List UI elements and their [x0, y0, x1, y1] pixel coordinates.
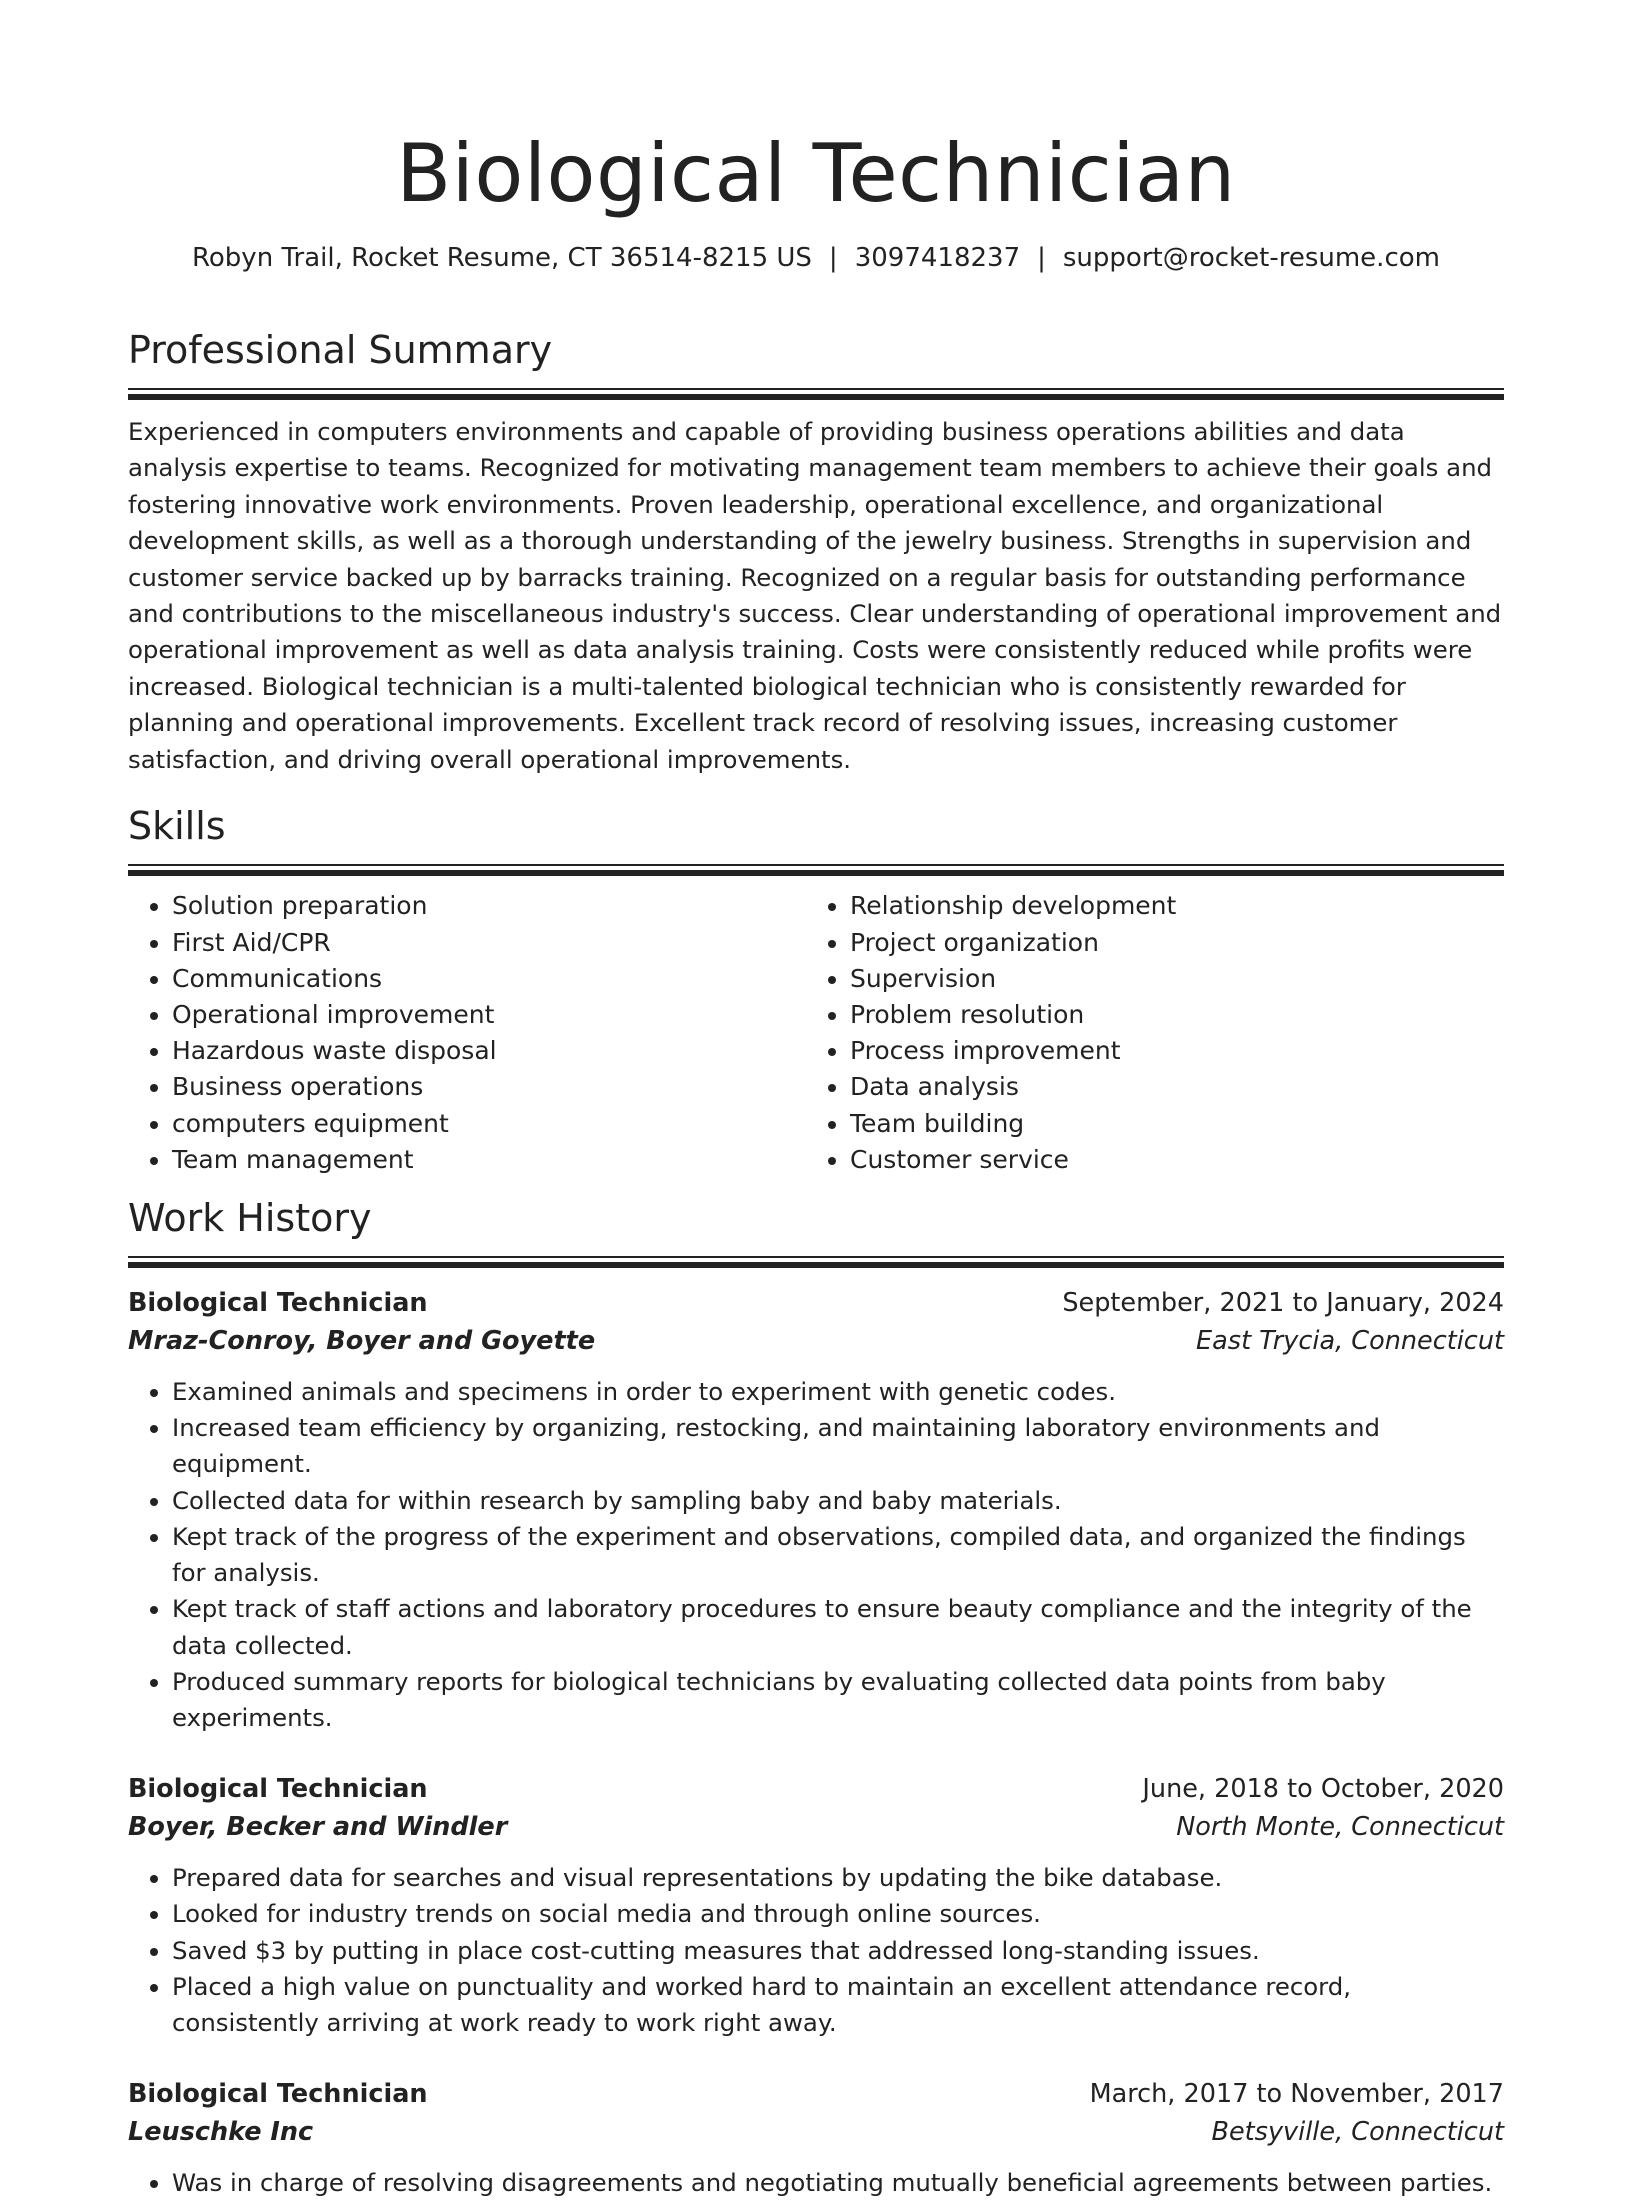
job-dates: March, 2017 to November, 2017 — [1089, 2079, 1504, 2110]
job-company: Boyer, Becker and Windler — [128, 1812, 508, 1843]
job-entry — [128, 1770, 1504, 2041]
section-heading-summary: Professional Summary — [128, 328, 553, 372]
skill-item: • Supervision — [850, 961, 1484, 997]
job-company-row — [128, 1322, 1504, 1360]
contact-line — [128, 240, 1504, 276]
job-bullet: • Collected data for within research by sampling baby and baby materials. — [172, 1483, 1504, 1519]
job-bullet: • Looked for industry trends on social media and through online sources. — [172, 1896, 1504, 1932]
skill-item: • Project organization — [850, 925, 1484, 961]
job-bullets — [128, 1860, 1504, 2041]
job-location: East Trycia, Connecticut — [1196, 1326, 1504, 1357]
job-bullet: • Produced summary reports for biological technicians by evaluating collected data points from baby experiments. — [172, 1664, 1504, 1736]
contact-address: Robyn Trail, Rocket Resume, CT 36514-8215 US — [192, 243, 812, 273]
skill-item: • Relationship development — [850, 888, 1484, 924]
skill-item: • Communications — [172, 961, 806, 997]
contact-email: support@rocket-resume.com — [1062, 243, 1440, 273]
job-bullet: • Prepared data for searches and visual representations by updating the bike database. — [172, 1860, 1504, 1896]
job-entry — [128, 2075, 1504, 2201]
skill-item: • Team management — [172, 1142, 806, 1178]
job-company-row — [128, 1808, 1504, 1846]
skill-item: • Problem resolution — [850, 997, 1484, 1033]
skill-item: • Hazardous waste disposal — [172, 1033, 806, 1069]
summary-text: Experienced in computers environments and capable of providing business operations abilities and data analysis expertise to teams. Recognized for motivating management team members to achieve their goals and fostering innovative work environments. Proven leadership, operational excellence, and organizational development skills, as well as a thorough understanding of the jewelry business. Strengths in supervision and customer service backed up by barracks training. Recognized on a regular basis for outstanding performance and contributions to the miscellaneous industry's success. Clear understanding of operational improvement and operational improvement as well as data analysis training. Costs were consistently reduced while profits were increased. Biological technician is a multi-talented biological technician who is consistently rewarded for planning and operational improvements. Excellent track record of resolving issues, increasing customer satisfaction, and driving overall operational improvements. — [128, 417, 1502, 774]
skills-section — [128, 802, 1504, 1178]
skill-item: • Operational improvement — [172, 997, 806, 1033]
job-location: North Monte, Connecticut — [1176, 1812, 1504, 1843]
section-divider — [128, 864, 1504, 876]
skills-list-right — [806, 888, 1484, 1178]
section-divider — [128, 1256, 1504, 1268]
job-header-row — [128, 1770, 1504, 1808]
job-company-row — [128, 2113, 1504, 2151]
summary-section — [128, 326, 1504, 778]
skill-item: • Team building — [850, 1106, 1484, 1142]
job-bullet: • Placed a high value on punctuality and worked hard to maintain an excellent attendance record, consistently arriving at work ready to work right away. — [172, 1969, 1504, 2041]
job-header-row — [128, 2075, 1504, 2113]
job-dates: September, 2021 to January, 2024 — [1062, 1288, 1504, 1319]
job-bullet: • Kept track of the progress of the experiment and observations, compiled data, and organized the findings for analysis. — [172, 1519, 1504, 1591]
section-heading-skills: Skills — [128, 804, 226, 849]
job-bullet: • Was in charge of resolving disagreements and negotiating mutually beneficial agreements between parties. — [172, 2165, 1504, 2201]
contact-separator: | — [828, 243, 838, 273]
job-header-row — [128, 1284, 1504, 1322]
job-bullet: • Kept track of staff actions and laboratory procedures to ensure beauty compliance and the integrity of the data collected. — [172, 1591, 1504, 1663]
skill-item: • First Aid/CPR — [172, 925, 806, 961]
job-bullet: • Increased team efficiency by organizing, restocking, and maintaining laboratory environments and equipment. — [172, 1410, 1504, 1482]
job-company: Mraz-Conroy, Boyer and Goyette — [128, 1326, 596, 1357]
contact-phone: 3097418237 — [854, 243, 1021, 273]
skill-item: • computers equipment — [172, 1106, 806, 1142]
skill-item: • Process improvement — [850, 1033, 1484, 1069]
section-divider — [128, 388, 1504, 400]
resume-page — [128, 0, 1504, 2201]
job-company: Leuschke Inc — [128, 2117, 314, 2148]
skill-item: • Customer service — [850, 1142, 1484, 1178]
work-history-section — [128, 1194, 1504, 2201]
job-location: Betsyville, Connecticut — [1211, 2117, 1504, 2148]
resume-title: Biological Technician — [396, 127, 1236, 220]
job-title: Biological Technician — [128, 2079, 428, 2110]
section-heading-work-history: Work History — [128, 1196, 372, 1241]
job-title: Biological Technician — [128, 1288, 428, 1319]
job-title: Biological Technician — [128, 1774, 428, 1805]
job-bullet: • Examined animals and specimens in order to experiment with genetic codes. — [172, 1374, 1504, 1410]
job-entry — [128, 1284, 1504, 1736]
skill-item: • Solution preparation — [172, 888, 806, 924]
skills-list-left — [128, 888, 806, 1178]
skill-item: • Business operations — [172, 1069, 806, 1105]
job-bullets — [128, 1374, 1504, 1736]
contact-separator: | — [1037, 243, 1046, 273]
job-bullet: • Saved $3 by putting in place cost-cutting measures that addressed long-standing issues. — [172, 1933, 1504, 1969]
job-dates: June, 2018 to October, 2020 — [1142, 1774, 1504, 1805]
skill-item: • Data analysis — [850, 1069, 1484, 1105]
skills-columns — [128, 888, 1504, 1178]
job-bullets — [128, 2165, 1504, 2201]
